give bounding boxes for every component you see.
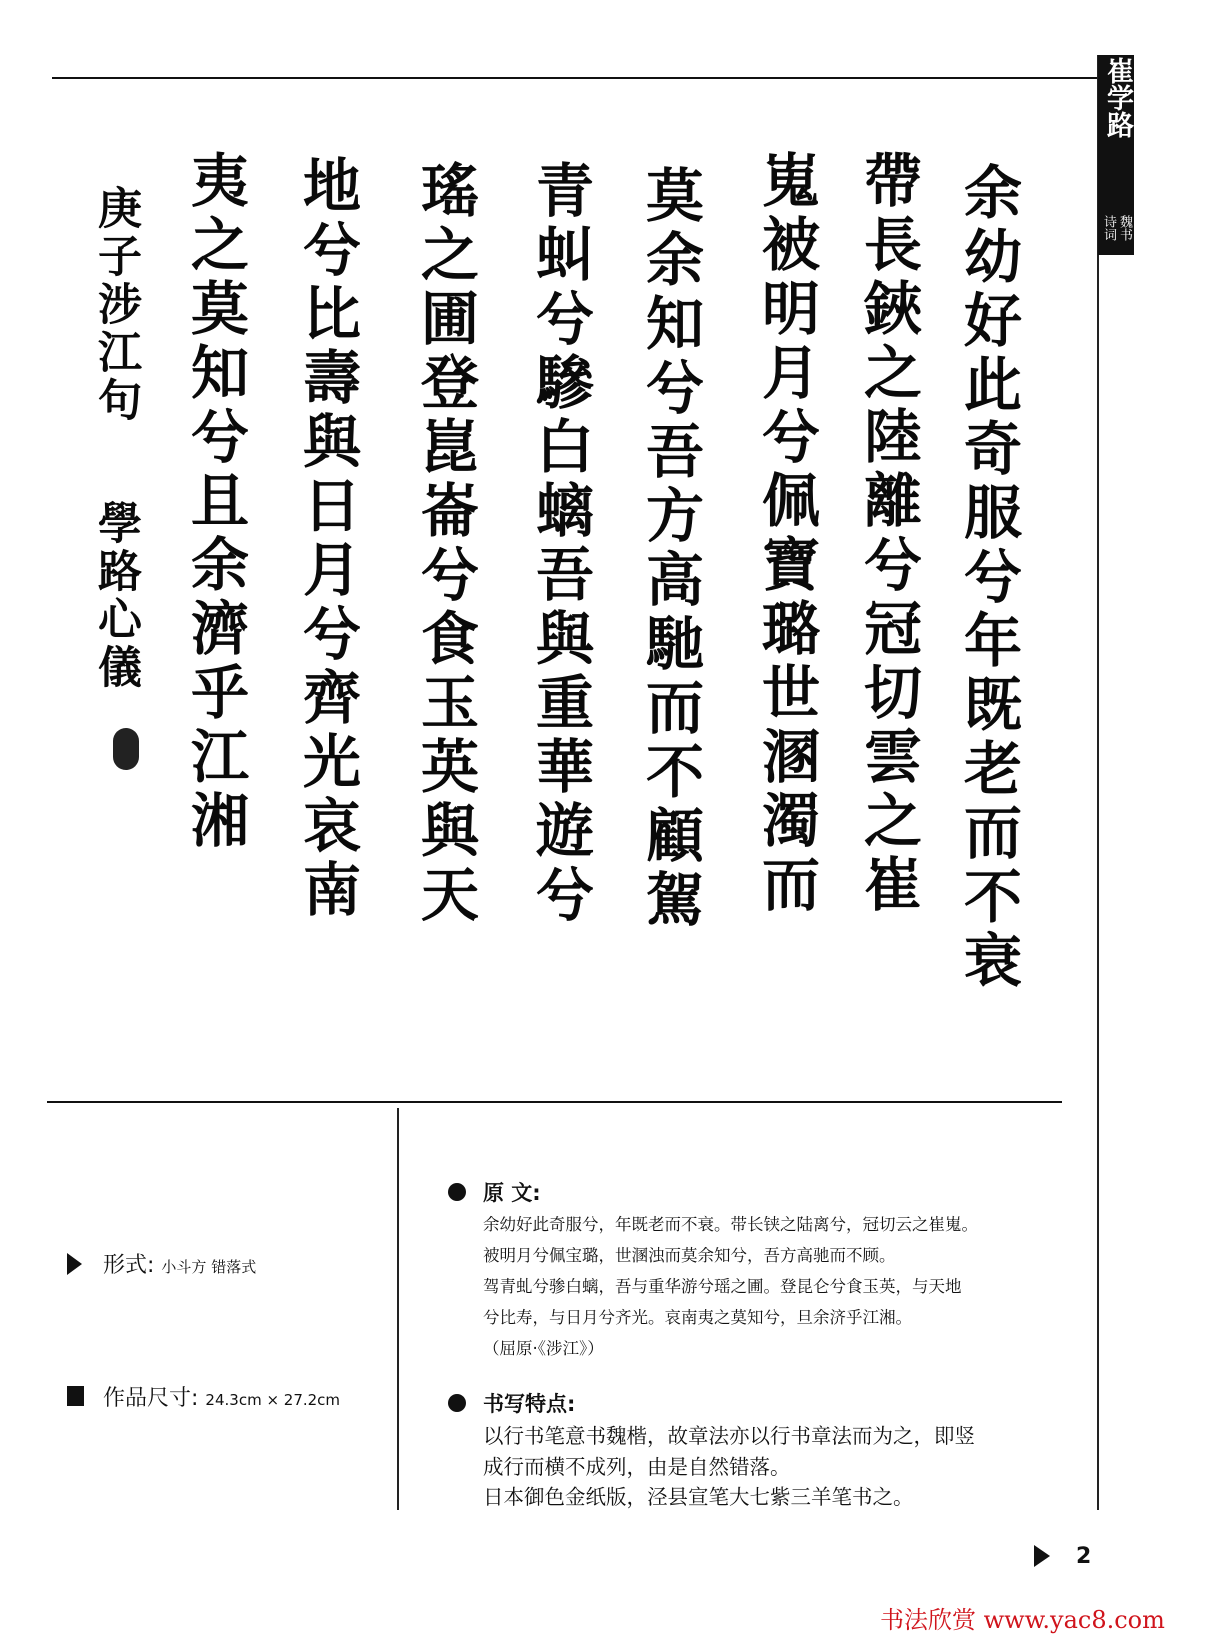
size-value: 24.3cm × 27.2cm bbox=[205, 1391, 341, 1409]
original-line: 兮比寿，与日月兮齐光。哀南夷之莫知兮，旦余济乎江湘。 bbox=[483, 1308, 912, 1327]
middle-rule bbox=[47, 1101, 1062, 1103]
original-line: 驾青虬兮骖白螭，吾与重华游兮瑶之圃。登昆仑兮食玉英，与天地 bbox=[483, 1277, 962, 1296]
features-text bbox=[483, 1421, 1043, 1513]
form-label: 形式: bbox=[103, 1253, 155, 1278]
form-value: 小斗方 错落式 bbox=[161, 1258, 257, 1276]
calligraphy-column-1: 余幼好此奇服兮年既老而不衰 bbox=[954, 162, 1022, 994]
calligraphy-column-4: 莫余知兮吾方高馳而不顧駕 bbox=[636, 165, 704, 933]
features-heading: 书写特点: bbox=[483, 1392, 576, 1416]
watermark: 书法欣赏 www.yac8.com bbox=[880, 1606, 1165, 1634]
original-line: 被明月兮佩宝璐，世溷浊而莫余知兮，吾方高驰而不顾。 bbox=[483, 1246, 896, 1265]
original-line: （屈原·《涉江》） bbox=[483, 1339, 604, 1358]
calligraphy-column-6: 瑤之圃登崑崙兮食玉英與天 bbox=[411, 160, 479, 928]
inscription: 庚子涉江句 bbox=[90, 185, 141, 425]
section-tab-title: 崔学路 bbox=[1102, 57, 1133, 138]
seal-stamp bbox=[113, 728, 139, 770]
calligraphy-column-7: 地兮比壽與日月兮齊光哀南 bbox=[293, 155, 361, 923]
features-line: 以行书笔意书魏楷，故章法亦以行书章法而为之，即竖 bbox=[483, 1424, 975, 1448]
circle-bullet-icon bbox=[448, 1183, 466, 1201]
calligraphy-column-8: 夷之莫知兮且余濟乎江湘 bbox=[181, 150, 249, 854]
features-line: 日本御色金纸版，泾县宣笔大七紫三羊笔书之。 bbox=[483, 1485, 914, 1509]
page-number: 2 bbox=[1076, 1544, 1092, 1569]
triangle-bullet-icon bbox=[67, 1253, 82, 1275]
form-info bbox=[103, 1248, 256, 1279]
top-rule bbox=[52, 77, 1098, 79]
original-heading: 原 文: bbox=[483, 1181, 541, 1205]
right-margin-rule bbox=[1097, 55, 1099, 1510]
page-marker-icon bbox=[1034, 1545, 1050, 1567]
circle-bullet-icon bbox=[448, 1394, 466, 1412]
bottom-divider bbox=[397, 1108, 399, 1510]
square-bullet-icon bbox=[67, 1386, 84, 1406]
calligraphy-column-2: 帶長鋏之陸離兮冠切雲之崔 bbox=[854, 150, 922, 918]
features-line: 成行而横不成列，由是自然错落。 bbox=[483, 1454, 791, 1479]
section-tab-sub-right: 魏书 bbox=[1117, 215, 1132, 241]
size-info bbox=[103, 1381, 340, 1412]
signature: 學路心儀 bbox=[90, 500, 141, 692]
section-tab bbox=[1098, 55, 1134, 255]
calligraphy-column-5: 青虯兮驂白螭吾與重華遊兮 bbox=[526, 160, 594, 928]
section-tab-sub-left: 诗词 bbox=[1101, 215, 1116, 241]
original-line: 余幼好此奇服兮，年既老而不衰。带长铗之陆离兮，冠切云之崔嵬。 bbox=[483, 1215, 978, 1234]
calligraphy-column-3: 嵬被明月兮佩寶璐世溷濁而 bbox=[752, 150, 820, 918]
size-label: 作品尺寸: bbox=[103, 1386, 199, 1411]
original-text bbox=[483, 1209, 1043, 1364]
